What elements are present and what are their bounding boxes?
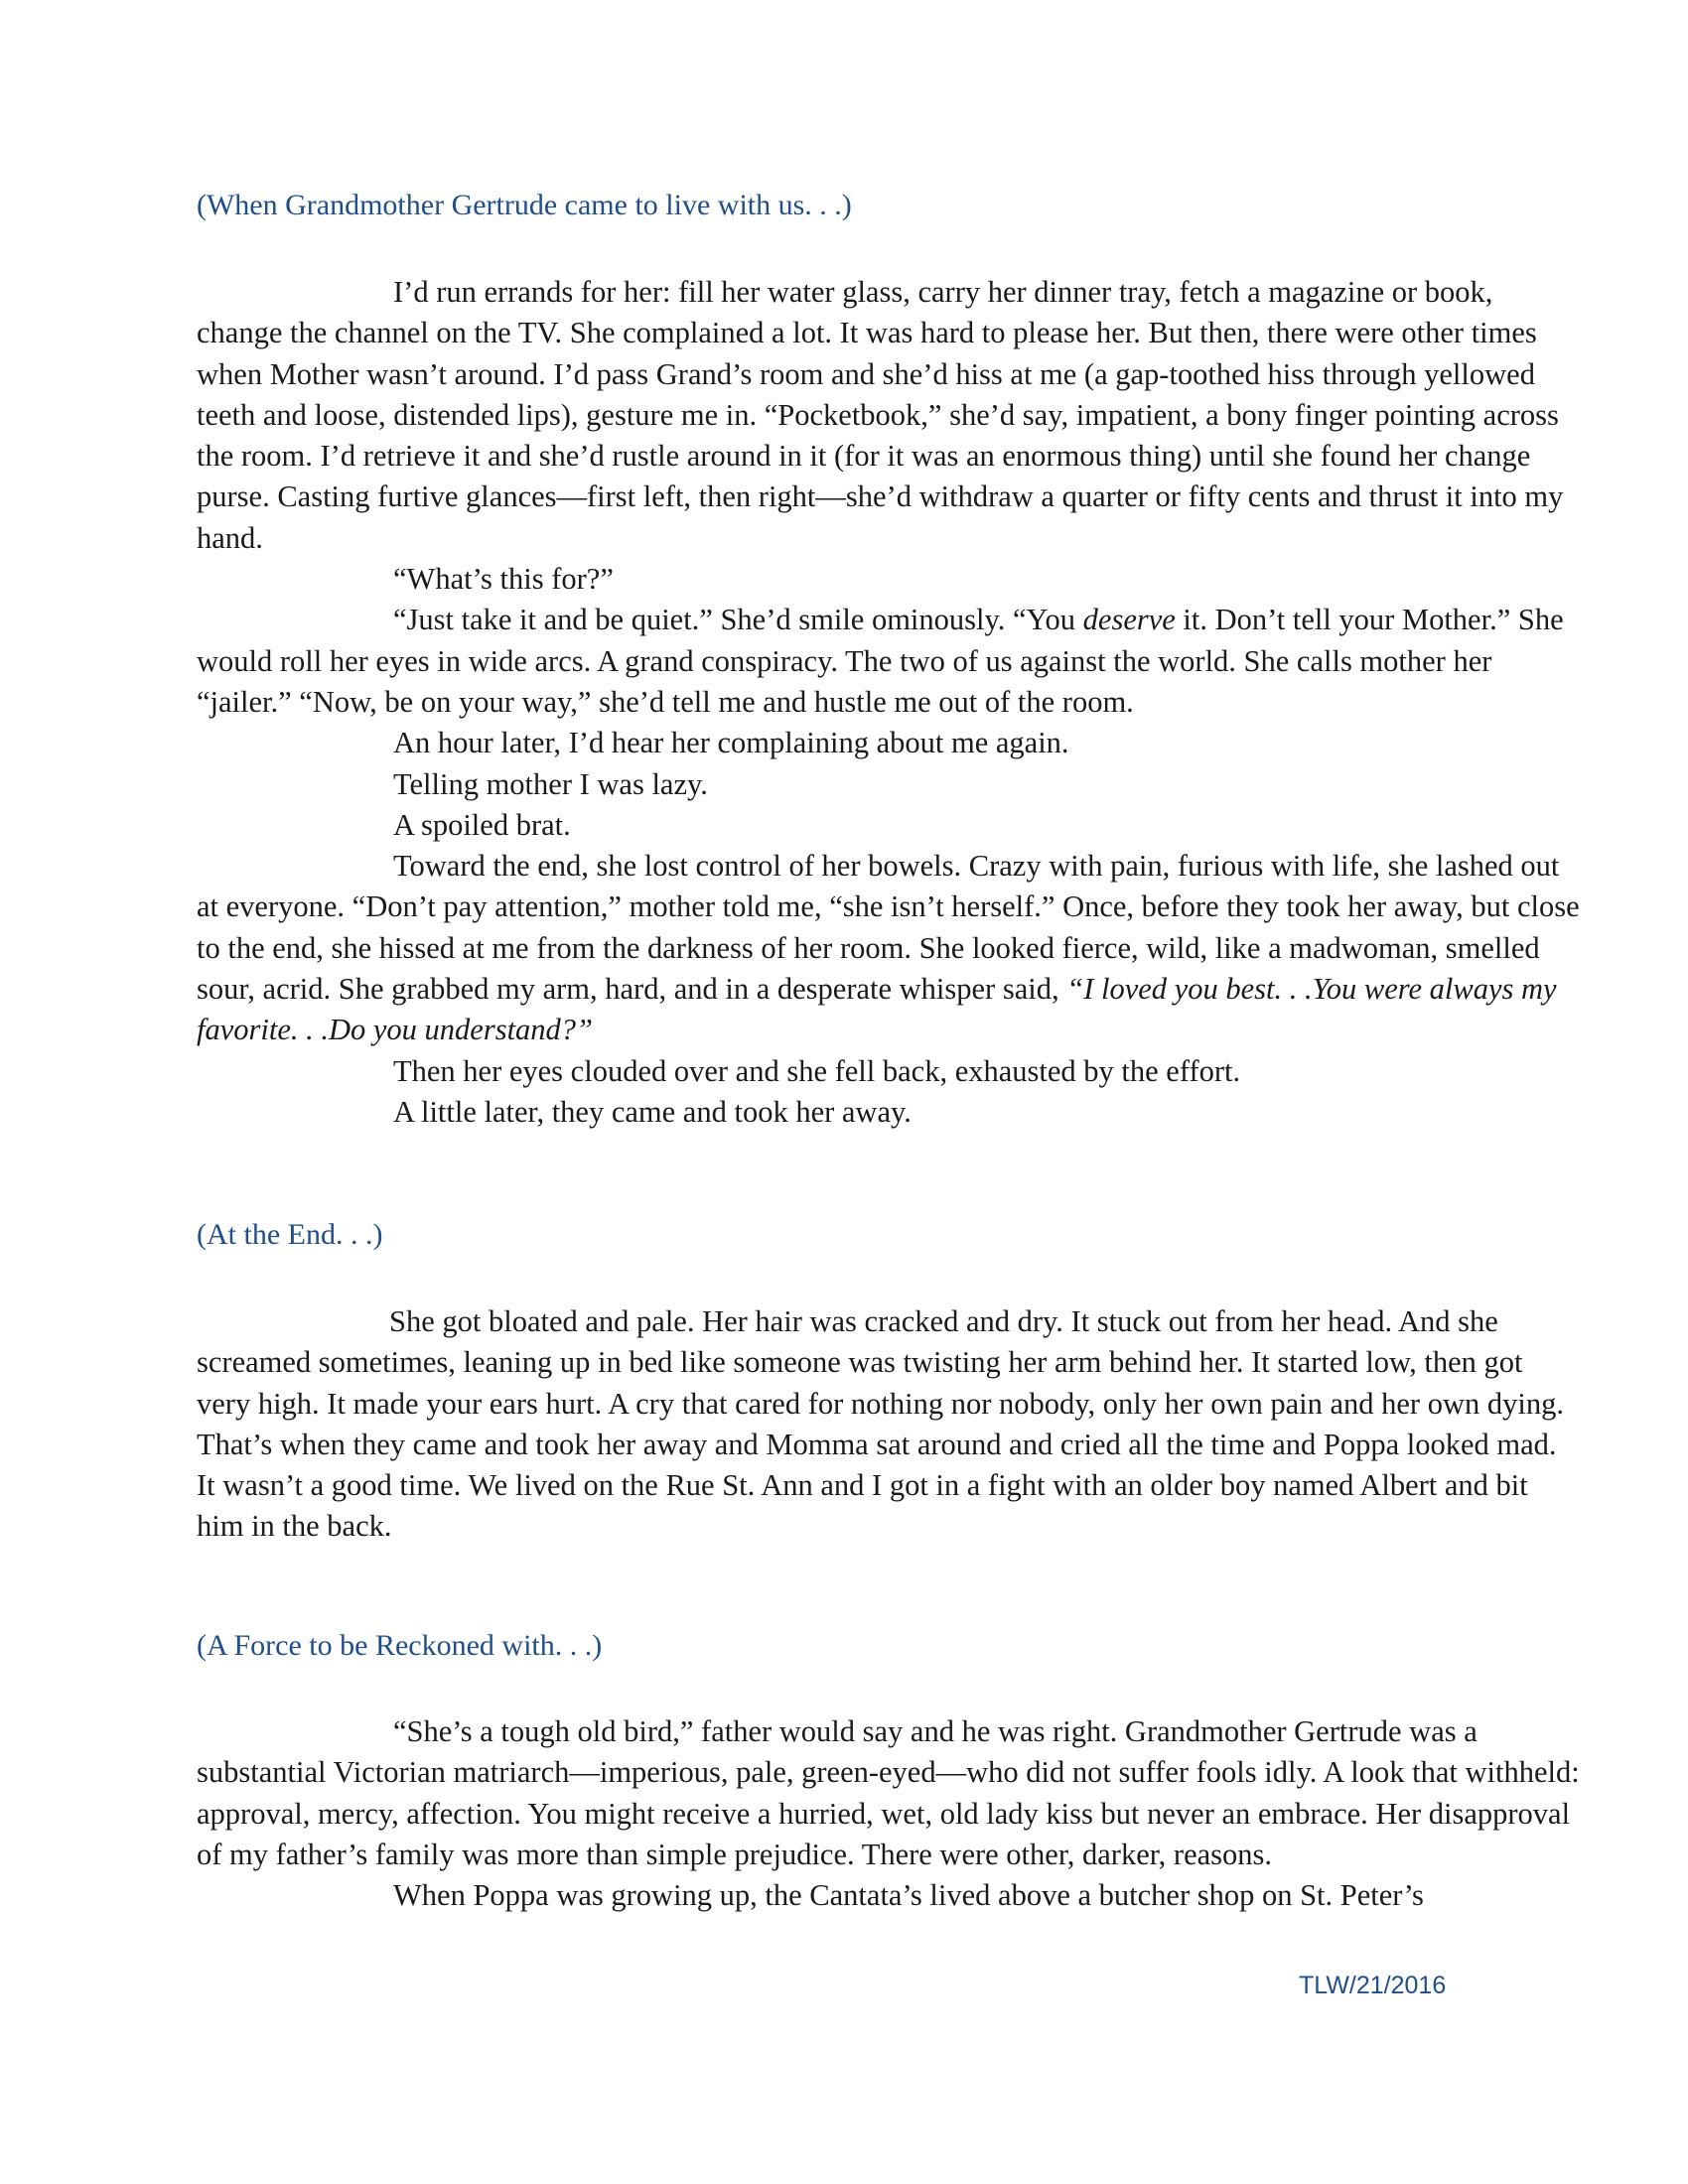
paragraph: A little later, they came and took her away.	[393, 1094, 912, 1129]
section-body	[197, 1711, 1582, 1916]
paragraph: I’d run errands for her: fill her water glass, carry her dinner tray, fetch a magazine or book, change the channel on the TV. She complained a lot. It was hard to please her. But then, there were other times when Mother wasn’t around. I’d pass Grand’s room and she’d hiss at me (a gap-toothed hiss through yellowed teeth and loose, distended lips), gesture me in. “Pocketbook,” she’d say, impatient, a bony finger pointing across the room. I’d retrieve it and she’d rustle around in it (for it was an enormous thing) until she found her change purse. Casting furtive glances—first left, then right—she’d withdraw a quarter or fifty cents and thrust it into my hand.	[197, 275, 1564, 555]
section-heading: (When Grandmother Gertrude came to live with us. . .)	[197, 189, 852, 221]
paragraph: A spoiled brat.	[393, 807, 571, 842]
paragraph: An hour later, I’d hear her complaining about me again.	[393, 726, 1069, 760]
section-body	[197, 272, 1582, 1133]
section-heading: (At the End. . .)	[197, 1218, 383, 1251]
page-footer: TLW/21/2016	[1299, 1972, 1447, 1999]
paragraph: She got bloated and pale. Her hair was cracked and dry. It stuck out from her head. And she screamed sometimes, leaning up in bed like someone was twisting her arm behind her. It started low, then got very high. It made your ears hurt. A cry that cared for nothing nor nobody, only her own pain and her own dying. That’s when they came and took her away and Momma sat around and cried all the time and Poppa looked mad. It wasn’t a good time. We lived on the Rue St. Ann and I got in a fight with an older boy named Albert and bit him in the back.	[197, 1304, 1564, 1544]
paragraph: When Poppa was growing up, the Cantata’s lived above a butcher shop on St. Peter’s	[393, 1878, 1424, 1913]
emphasis-text: deserve	[1082, 603, 1176, 637]
paragraph: Toward the end, she lost control of her bowels. Crazy with pain, furious with life, she lashed out at everyone. “Don’t pay attention,” mother told me, “she isn’t herself.” Once, before they took her away, but close to the end, she hissed at me from the darkness of her room. She looked fierce, wild, like a madwoman, smelled sour, acrid. She grabbed my arm, hard, and in a desperate whisper said, “I loved you best. . .You were always my favorite. . .Do you understand?”	[197, 849, 1580, 1047]
paragraph: Then her eyes clouded over and she fell back, exhausted by the effort.	[393, 1053, 1241, 1088]
paragraph: Telling mother I was lazy.	[393, 766, 708, 801]
paragraph: “What’s this for?”	[393, 562, 614, 597]
paragraph: “She’s a tough old bird,” father would say and he was right. Grandmother Gertrude was a substantial Victorian matriarch—imperious, pale, green-eyed—who did not suffer fools idly. A look that withheld: approval, mercy, affection. You might receive a hurried, wet, old lady kiss but never an embrace. Her disapproval of my father’s family was more than simple prejudice. There were other, darker, reasons.	[197, 1714, 1580, 1871]
paragraph: “Just take it and be quiet.” She’d smile ominously. “You deserve it. Don’t tell your Mother.” She would roll her eyes in wide arcs. A grand conspiracy. The two of us against the world. She calls mother her “jailer.” “Now, be on your way,” she’d tell me and hustle me out of the room.	[197, 603, 1564, 719]
quoted-whisper: “I loved you best. . .You were always my favorite. . .Do you understand?”	[197, 972, 1557, 1047]
section-heading: (A Force to be Reckoned with. . .)	[197, 1629, 603, 1662]
section-body	[197, 1301, 1582, 1548]
